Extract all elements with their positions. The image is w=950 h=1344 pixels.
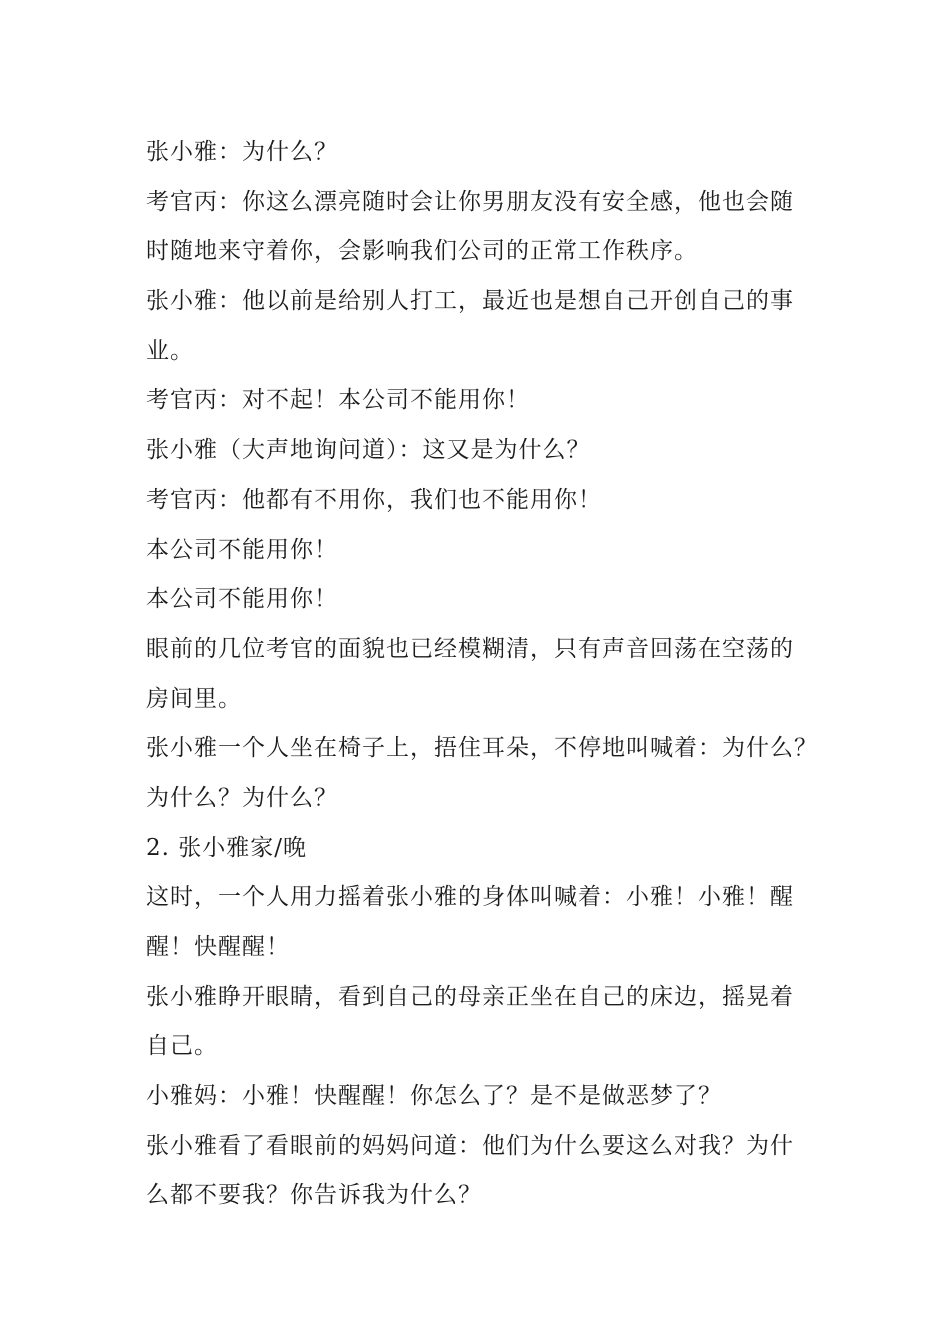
text-line: 张小雅：为什么？	[146, 139, 338, 165]
text-line: 小雅妈：小雅！快醒醒！你怎么了？是不是做恶梦了？	[146, 1083, 722, 1110]
text-line: 么都不要我？你告诉我为什么？	[146, 1182, 482, 1209]
text-line: 房间里。	[146, 685, 242, 712]
text-line: 这时，一个人用力摇着张小雅的身体叫喊着：小雅！小雅！醒	[146, 884, 794, 911]
text-line: 本公司不能用你！	[146, 536, 338, 563]
text-line: 考官丙：他都有不用你，我们也不能用你！	[146, 486, 602, 513]
text-line: 考官丙：你这么漂亮随时会让你男朋友没有安全感，他也会随	[146, 188, 794, 215]
text-line: 张小雅：他以前是给别人打工，最近也是想自己开创自己的事	[146, 288, 794, 315]
text-line: 眼前的几位考官的面貌也已经模糊清，只有声音回荡在空荡的	[146, 635, 794, 662]
text-line: 张小雅一个人坐在椅子上，捂住耳朵，不停地叫喊着：为什么？	[146, 735, 818, 762]
text-line: 醒！快醒醒！	[146, 934, 290, 960]
text-line: 本公司不能用你！	[146, 586, 338, 613]
text-line: 张小雅看了看眼前的妈妈问道：他们为什么要这么对我？为什	[146, 1132, 794, 1159]
text-line: 考官丙：对不起！本公司不能用你！	[146, 387, 530, 414]
text-line: 张小雅（大声地询问道）：这又是为什么？	[146, 437, 591, 464]
text-line: 时随地来守着你，会影响我们公司的正常工作秩序。	[146, 238, 698, 265]
text-line: 为什么？为什么？	[146, 784, 338, 811]
script-text-body	[146, 128, 836, 1221]
scene-heading: 2. 张小雅家/晚	[146, 834, 308, 861]
text-line: 业。	[146, 337, 194, 364]
text-line: 自己。	[146, 1033, 218, 1060]
text-line: 张小雅睁开眼睛，看到自己的母亲正坐在自己的床边，摇晃着	[146, 983, 794, 1010]
